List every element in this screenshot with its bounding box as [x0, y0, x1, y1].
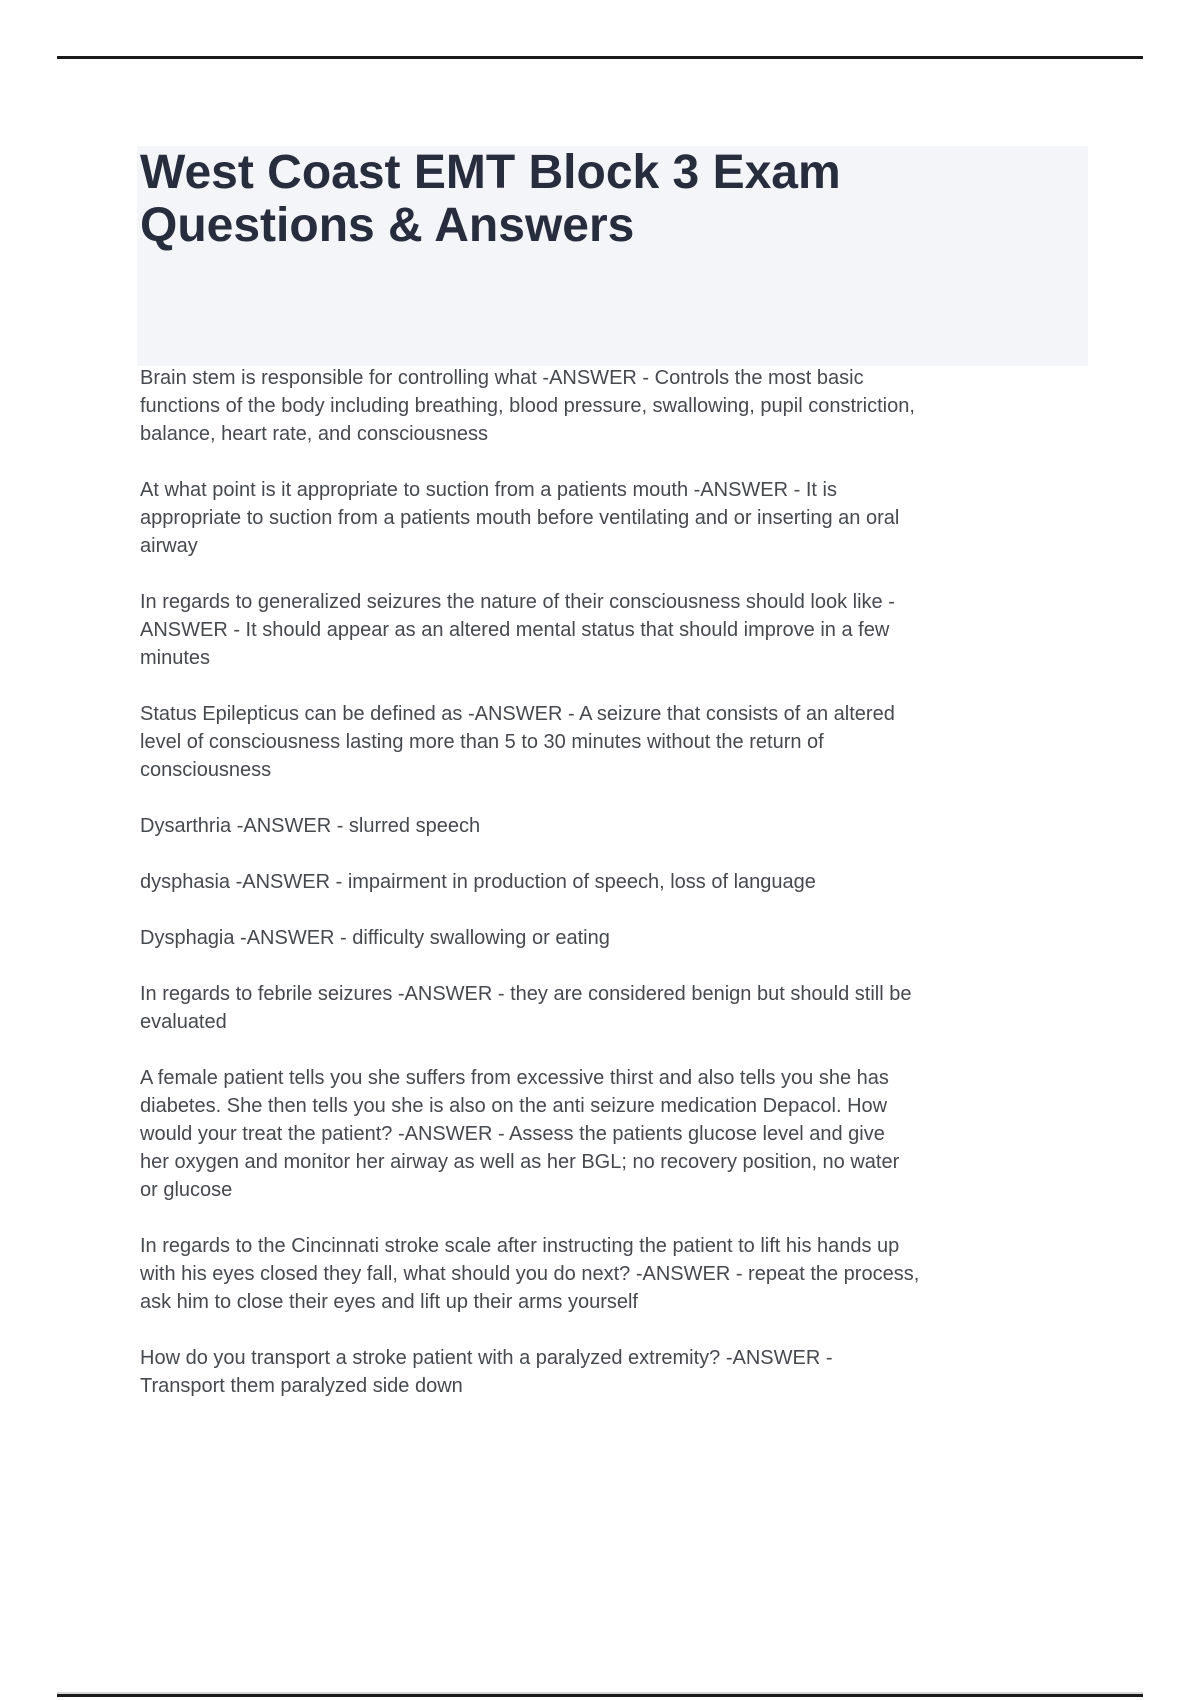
- qa-paragraph: [140, 1344, 1100, 1400]
- page-title: [137, 146, 1088, 252]
- qa-line: diabetes. She then tells you she is also on the anti seizure medication Depacol. How: [140, 1095, 888, 1117]
- qa-line: Status Epilepticus can be defined as -ANSWER - A seizure that consists of an altered: [140, 703, 895, 725]
- qa-line: Dysarthria -ANSWER - slurred speech: [140, 815, 481, 837]
- qa-line: airway: [140, 535, 198, 557]
- qa-line: In regards to febrile seizures -ANSWER - they are considered benign but should still be: [140, 983, 912, 1005]
- qa-line: In regards to the Cincinnati stroke scale after instructing the patient to lift his hands up: [140, 1235, 900, 1257]
- qa-content: [140, 364, 1100, 1428]
- qa-line: Dysphagia -ANSWER - difficulty swallowing or eating: [140, 927, 610, 949]
- qa-paragraph: [140, 476, 1100, 560]
- bottom-rule: [57, 1694, 1143, 1697]
- qa-line: balance, heart rate, and consciousness: [140, 423, 488, 445]
- qa-paragraph: [140, 1064, 1100, 1204]
- qa-line: ANSWER - It should appear as an altered mental status that should improve in a few: [140, 619, 890, 641]
- qa-line: Transport them paralyzed side down: [140, 1375, 463, 1397]
- page-title-line-1: West Coast EMT Block 3 Exam: [140, 146, 841, 199]
- qa-line: with his eyes closed they fall, what should you do next? -ANSWER - repeat the process,: [140, 1263, 920, 1285]
- qa-line: Brain stem is responsible for controlling what -ANSWER - Controls the most basic: [140, 367, 864, 389]
- qa-line: minutes: [140, 647, 211, 669]
- qa-line: In regards to generalized seizures the nature of their consciousness should look like -: [140, 591, 895, 613]
- qa-line: consciousness: [140, 759, 272, 781]
- qa-paragraph: [140, 980, 1100, 1036]
- qa-paragraph: [140, 924, 1100, 952]
- qa-line: functions of the body including breathing, blood pressure, swallowing, pupil constriction,: [140, 395, 915, 417]
- qa-line: dysphasia -ANSWER - impairment in production of speech, loss of language: [140, 871, 816, 893]
- qa-line: At what point is it appropriate to suction from a patients mouth -ANSWER - It is: [140, 479, 837, 501]
- qa-line: How do you transport a stroke patient with a paralyzed extremity? -ANSWER -: [140, 1347, 833, 1369]
- top-rule: [57, 56, 1143, 59]
- title-block: [137, 146, 1088, 366]
- qa-paragraph: [140, 868, 1100, 896]
- qa-paragraph: [140, 812, 1100, 840]
- qa-paragraph: [140, 364, 1100, 448]
- qa-paragraph: [140, 700, 1100, 784]
- qa-line: A female patient tells you she suffers from excessive thirst and also tells you she has: [140, 1067, 889, 1089]
- qa-paragraph: [140, 588, 1100, 672]
- page-title-line-2: Questions & Answers: [140, 199, 635, 252]
- qa-paragraph: [140, 1232, 1100, 1316]
- qa-line: ask him to close their eyes and lift up their arms yourself: [140, 1291, 638, 1313]
- qa-line: evaluated: [140, 1011, 227, 1033]
- qa-line: level of consciousness lasting more than 5 to 30 minutes without the return of: [140, 731, 824, 753]
- qa-line: would your treat the patient? -ANSWER - Assess the patients glucose level and give: [140, 1123, 885, 1145]
- qa-line: appropriate to suction from a patients mouth before ventilating and or inserting an oral: [140, 507, 900, 529]
- qa-line: or glucose: [140, 1179, 233, 1201]
- qa-line: her oxygen and monitor her airway as well as her BGL; no recovery position, no water: [140, 1151, 900, 1173]
